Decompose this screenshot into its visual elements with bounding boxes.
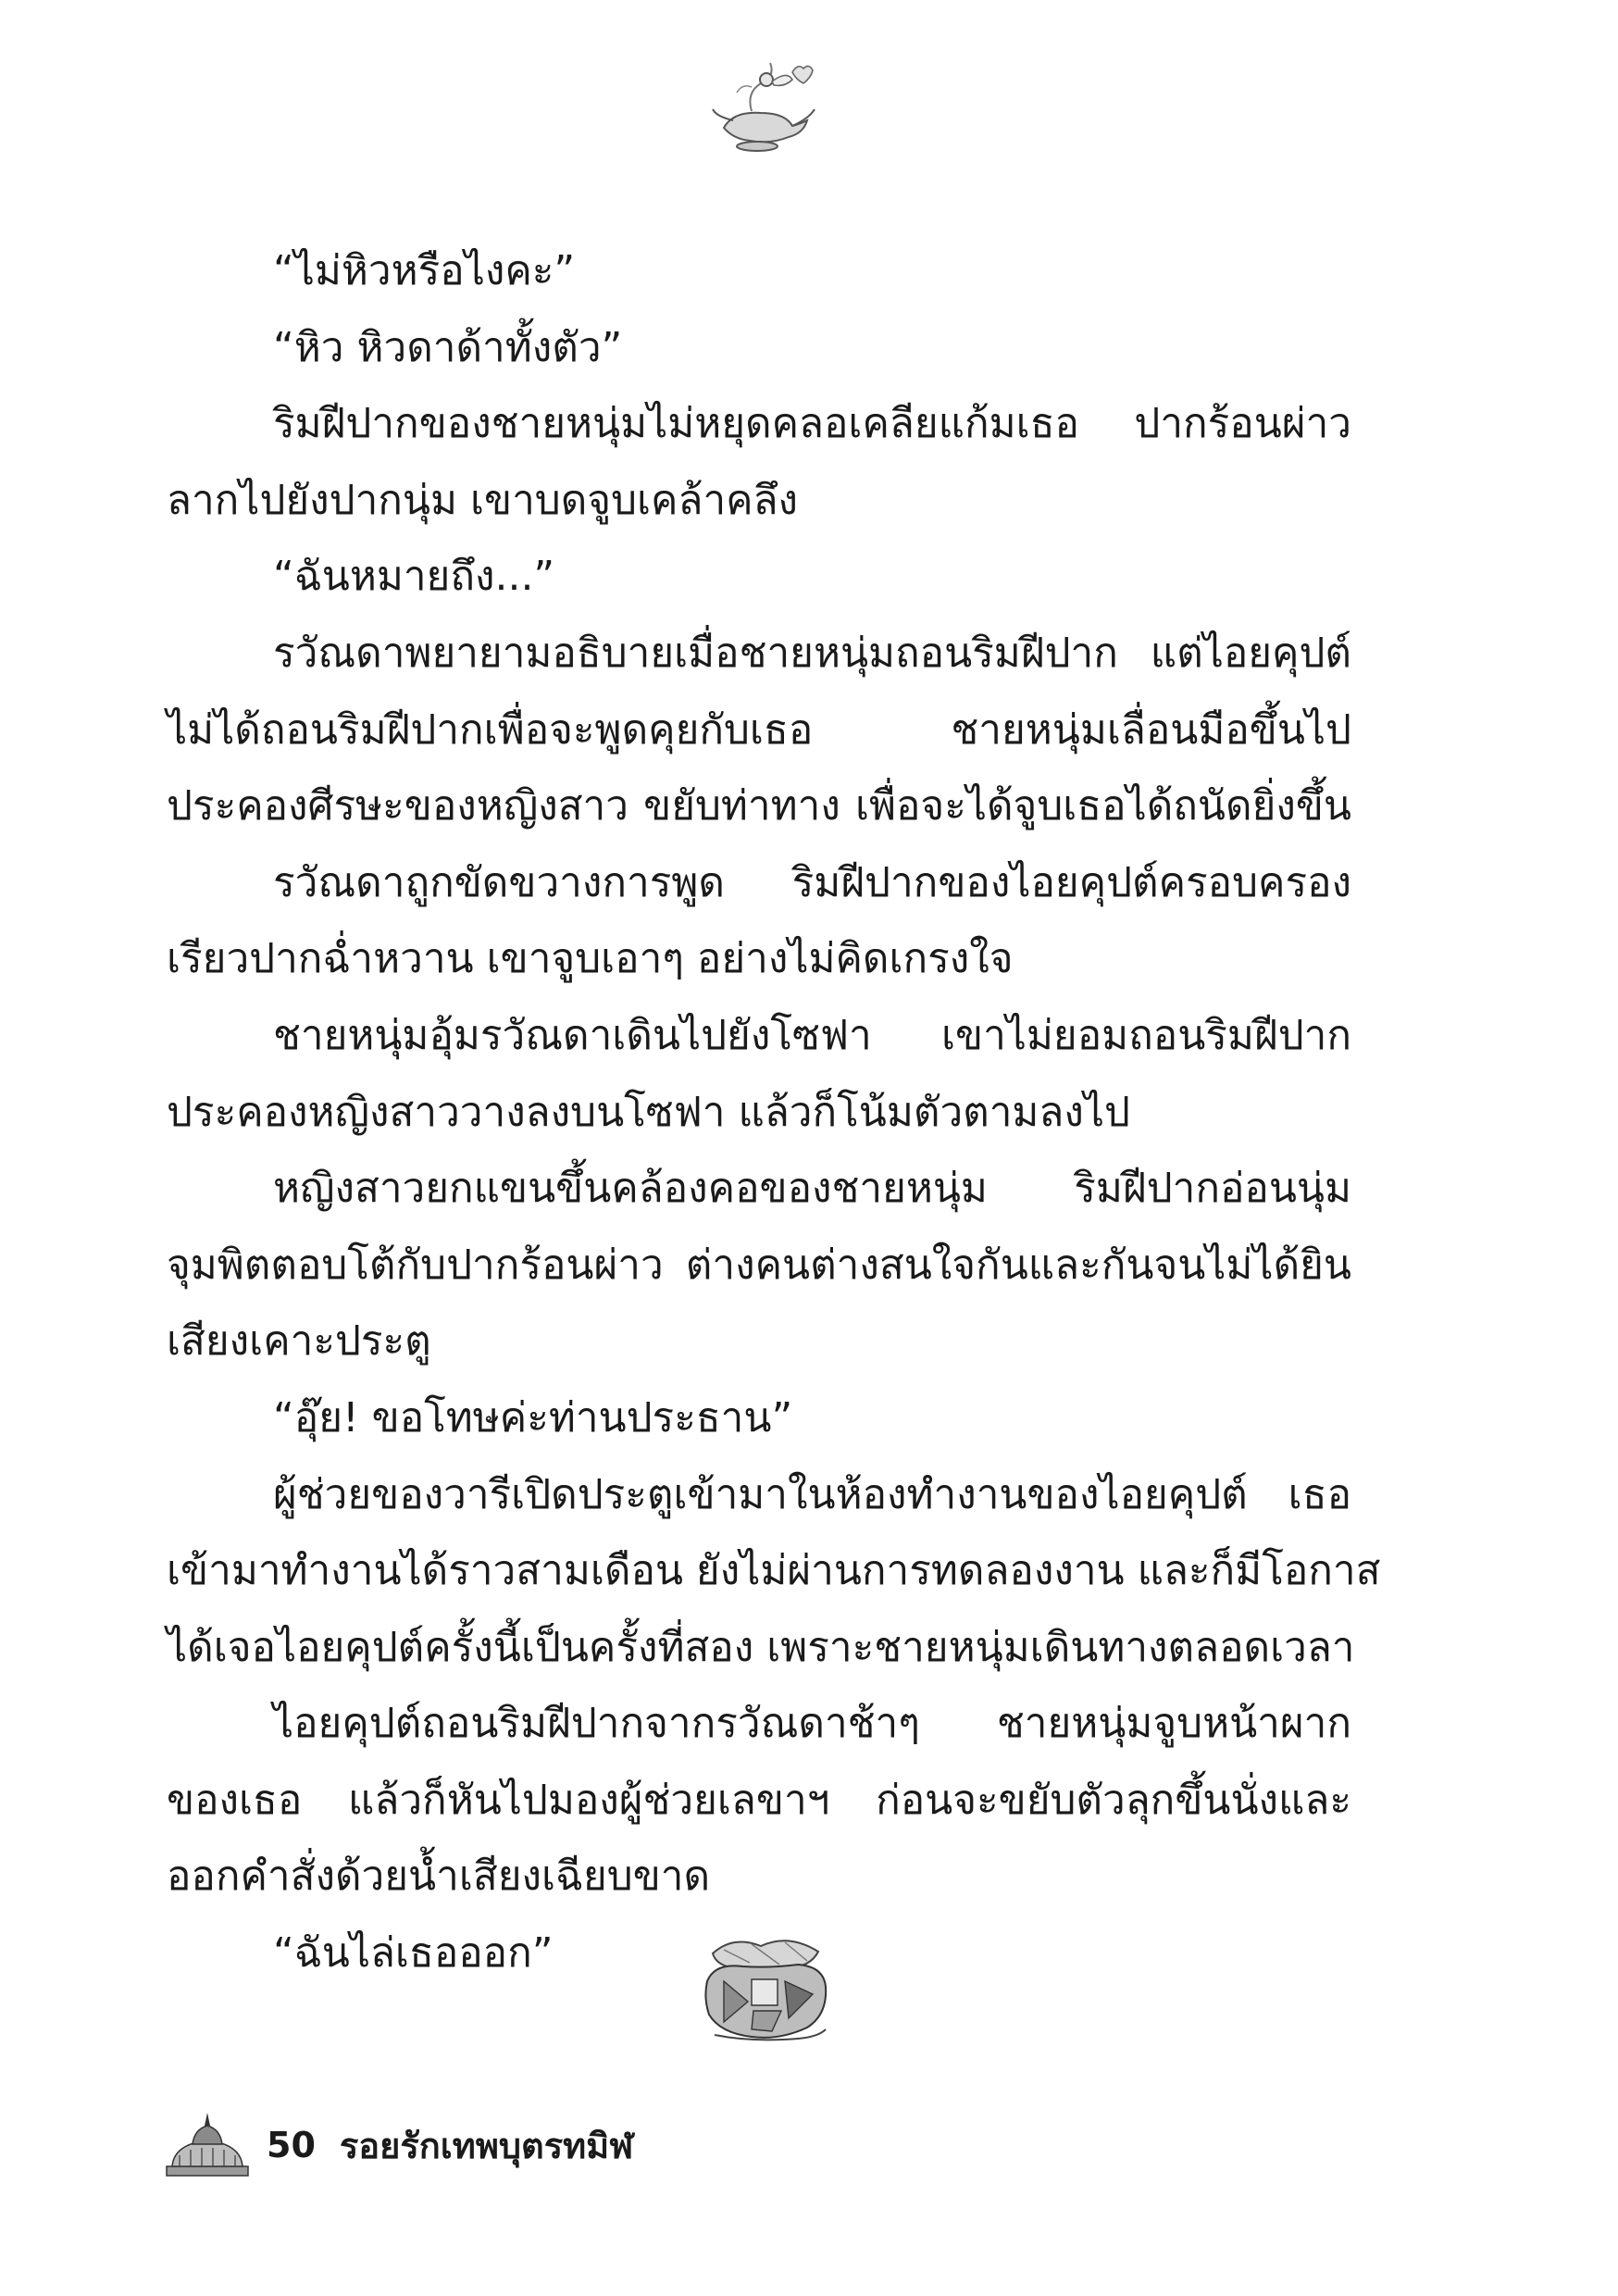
text-line: ได้เจอไอยคุปต์ครั้งนี้เป็นครั้งที่สอง เพราะชายหนุ่มเดินทางตลอดเวลา (167, 1623, 1355, 1671)
text-line: เสียงเคาะประตู (167, 1317, 431, 1366)
text-line: เข้ามาทำงานได้ราวสามเดือน ยังไม่ผ่านการทดลองงาน และก็มีโอกาส (167, 1547, 1381, 1595)
text-line: “ฉันหมายถึง...” (273, 553, 555, 601)
text-line: “หิว หิวดาด้าทั้งตัว” (273, 323, 623, 371)
text-line: ไม่ได้ถอนริมฝีปากเพื่อจะพูดคุยกับเธอ ชายหนุ่มเลื่อนมือขึ้นไป (167, 705, 1351, 754)
text-line: หญิงสาวยกแขนขึ้นคล้องคอของชายหนุ่ม ริมฝีปากอ่อนนุ่ม (273, 1165, 1351, 1213)
text-line: รวัณดาถูกขัดขวางการพูด ริมฝีปากของไอยคุปต์ครอบครอง (273, 858, 1351, 906)
text-line: ของเธอ แล้วก็หันไปมองผู้ช่วยเลขาฯ ก่อนจะขยับตัวลุกขึ้นนั่งและ (167, 1776, 1351, 1824)
text-line: ไอยคุปต์ถอนริมฝีปากจากรวัณดาช้าๆ ชายหนุ่มจูบหน้าผาก (273, 1700, 1351, 1748)
text-line: ประคองหญิงสาววางลงบนโซฟา แล้วก็โน้มตัวตามลงไป (167, 1088, 1130, 1136)
text-line: ออกคำสั่งด้วยน้ำเสียงเฉียบขาด (167, 1853, 711, 1901)
page-number: 50 (267, 2125, 316, 2165)
text-line: เรียวปากฉ่ำหวาน เขาจูบเอาๆ อย่างไม่คิดเกรงใจ (167, 935, 1014, 983)
page-footer (165, 2113, 633, 2177)
text-line: ประคองศีรษะของหญิงสาว ขยับท่าทาง เพื่อจะได้จูบเธอได้ถนัดยิ่งขึ้น (167, 782, 1351, 830)
body-text (167, 233, 1381, 1992)
text-line: จุมพิตตอบโต้กับปากร้อนผ่าว ต่างคนต่างสนใจกันและกันจนไม่ได้ยิน (167, 1241, 1351, 1289)
lamp-cupid-icon (696, 56, 826, 157)
text-line: “ไม่หิวหรือไงคะ” (273, 247, 576, 294)
text-line: ลากไปยังปากนุ่ม เขาบดจูบเคล้าคลึง (167, 476, 799, 524)
text-line: ชายหนุ่มอุ้มรวัณดาเดินไปยังโซฟา เขาไม่ยอมถอนริมฝีปาก (273, 1011, 1351, 1059)
book-title: รอยรักเทพบุตรทมิฬ (339, 2125, 634, 2166)
text-line: “อุ๊ย! ขอโทษค่ะท่านประธาน” (273, 1393, 793, 1441)
text-line: ผู้ช่วยของวารีเปิดประตูเข้ามาในห้องทำงานของไอยคุปต์ เธอ (273, 1470, 1351, 1518)
temple-icon (165, 2113, 250, 2177)
text-line: รวัณดาพยายามอธิบายเมื่อชายหนุ่มถอนริมฝีปาก แต่ไอยคุปต์ (273, 629, 1351, 677)
pillows-bedding-icon (696, 1926, 835, 2044)
text-line: ริมฝีปากของชายหนุ่มไม่หยุดคลอเคลียแก้มเธอ ปากร้อนผ่าว (273, 400, 1351, 448)
text-line: “ฉันไล่เธอออก” (273, 1929, 554, 1978)
